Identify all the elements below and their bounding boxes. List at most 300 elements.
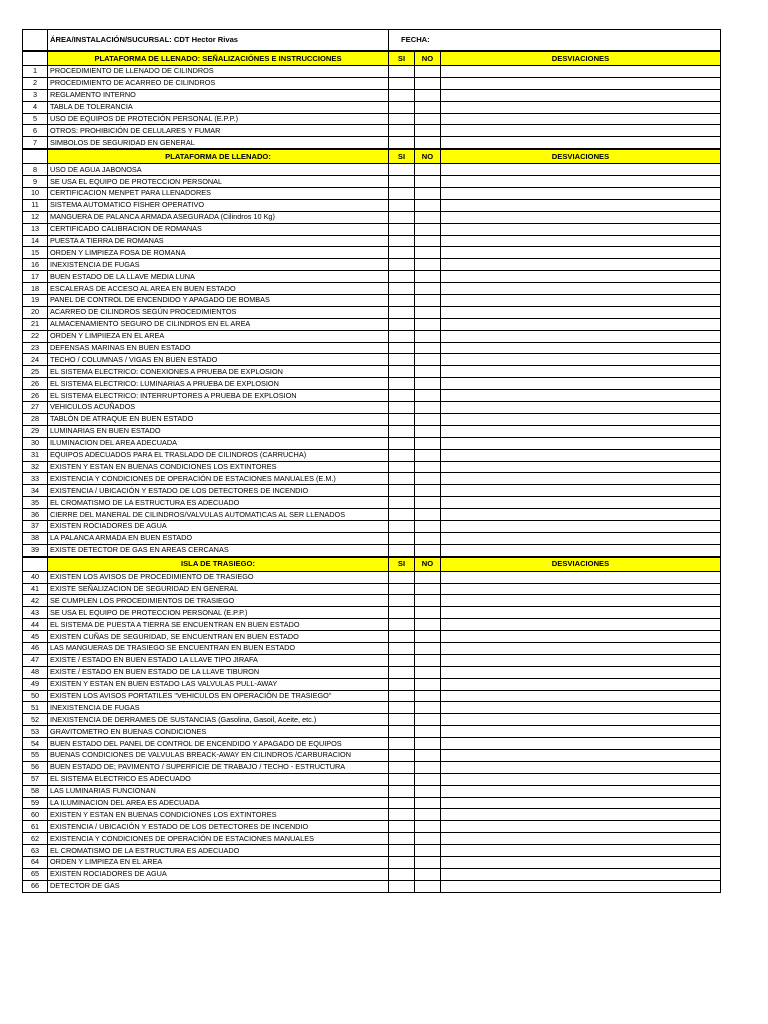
- si-checkbox-cell[interactable]: [389, 785, 415, 797]
- no-checkbox-cell[interactable]: [415, 437, 441, 449]
- deviation-notes-cell[interactable]: [441, 833, 721, 845]
- item-description: EXISTEN Y ESTAN EN BUENAS CONDICIONES LOS EXTINTORES: [48, 809, 389, 821]
- deviation-notes-cell[interactable]: [441, 571, 721, 583]
- deviation-notes-cell[interactable]: [441, 77, 721, 89]
- checklist-row: [23, 497, 721, 509]
- si-checkbox-cell[interactable]: [389, 726, 415, 738]
- deviation-notes-cell[interactable]: [441, 702, 721, 714]
- item-description: EXISTE DETECTOR DE GAS EN AREAS CERCANAS: [48, 544, 389, 556]
- item-number: 45: [23, 631, 48, 643]
- no-checkbox-cell[interactable]: [415, 642, 441, 654]
- checklist-row: [23, 283, 721, 295]
- deviation-notes-cell[interactable]: [441, 295, 721, 307]
- si-checkbox-cell[interactable]: [389, 619, 415, 631]
- deviation-notes-cell[interactable]: [441, 449, 721, 461]
- checklist-row: [23, 666, 721, 678]
- deviation-notes-cell[interactable]: [441, 726, 721, 738]
- no-checkbox-cell[interactable]: [415, 520, 441, 532]
- si-checkbox-cell[interactable]: [389, 749, 415, 761]
- deviation-notes-cell[interactable]: [441, 532, 721, 544]
- item-number: 27: [23, 402, 48, 414]
- deviation-notes-cell[interactable]: [441, 137, 721, 149]
- deviation-notes-cell[interactable]: [441, 342, 721, 354]
- si-checkbox-cell[interactable]: [389, 101, 415, 113]
- si-checkbox-cell[interactable]: [389, 318, 415, 330]
- deviation-notes-cell[interactable]: [441, 366, 721, 378]
- no-checkbox-cell[interactable]: [415, 89, 441, 101]
- deviation-notes-cell[interactable]: [441, 283, 721, 295]
- si-checkbox-cell[interactable]: [389, 642, 415, 654]
- item-description: CERTIFICADO CALIBRACION DE ROMANAS: [48, 223, 389, 235]
- si-checkbox-cell[interactable]: [389, 702, 415, 714]
- si-checkbox-cell[interactable]: [389, 89, 415, 101]
- si-checkbox-cell[interactable]: [389, 761, 415, 773]
- si-checkbox-cell[interactable]: [389, 532, 415, 544]
- deviation-notes-cell[interactable]: [441, 247, 721, 259]
- item-number: 10: [23, 188, 48, 200]
- si-checkbox-cell[interactable]: [389, 283, 415, 295]
- item-number: 26: [23, 378, 48, 390]
- item-number: 66: [23, 880, 48, 892]
- si-checkbox-cell[interactable]: [389, 113, 415, 125]
- deviation-notes-cell[interactable]: [441, 437, 721, 449]
- deviation-notes-cell[interactable]: [441, 773, 721, 785]
- no-checkbox-cell[interactable]: [415, 77, 441, 89]
- deviation-notes-cell[interactable]: [441, 821, 721, 833]
- deviation-notes-cell[interactable]: [441, 738, 721, 750]
- no-checkbox-cell[interactable]: [415, 318, 441, 330]
- si-checkbox-cell[interactable]: [389, 342, 415, 354]
- no-checkbox-cell[interactable]: [415, 330, 441, 342]
- checklist-row: [23, 714, 721, 726]
- item-number: 12: [23, 211, 48, 223]
- checklist-row: [23, 809, 721, 821]
- checklist-row: [23, 868, 721, 880]
- checklist-row: [23, 378, 721, 390]
- si-checkbox-cell[interactable]: [389, 509, 415, 521]
- si-checkbox-cell[interactable]: [389, 77, 415, 89]
- deviation-notes-cell[interactable]: [441, 666, 721, 678]
- si-checkbox-cell[interactable]: [389, 833, 415, 845]
- deviation-notes-cell[interactable]: [441, 402, 721, 414]
- item-description: PROCEDIMIENTO DE LLENADO DE CILINDROS: [48, 66, 389, 78]
- si-checkbox-cell[interactable]: [389, 654, 415, 666]
- no-checkbox-cell[interactable]: [415, 366, 441, 378]
- item-number: 52: [23, 714, 48, 726]
- deviation-notes-cell[interactable]: [441, 318, 721, 330]
- si-checkbox-cell[interactable]: [389, 821, 415, 833]
- deviation-notes-cell[interactable]: [441, 809, 721, 821]
- si-checkbox-cell[interactable]: [389, 235, 415, 247]
- section-header-row: [23, 51, 721, 66]
- checklist-row: [23, 235, 721, 247]
- checklist-table: [22, 29, 721, 893]
- no-checkbox-cell[interactable]: [415, 773, 441, 785]
- item-number: 64: [23, 857, 48, 869]
- si-checkbox-cell[interactable]: [389, 390, 415, 402]
- item-description: DETECTOR DE GAS: [48, 880, 389, 892]
- si-checkbox-cell[interactable]: [389, 631, 415, 643]
- no-checkbox-cell[interactable]: [415, 101, 441, 113]
- no-checkbox-cell[interactable]: [415, 354, 441, 366]
- no-checkbox-cell[interactable]: [415, 607, 441, 619]
- deviation-notes-cell[interactable]: [441, 880, 721, 892]
- item-number: 43: [23, 607, 48, 619]
- si-checkbox-cell[interactable]: [389, 137, 415, 149]
- checklist-row: [23, 342, 721, 354]
- no-checkbox-cell[interactable]: [415, 295, 441, 307]
- deviation-notes-cell[interactable]: [441, 714, 721, 726]
- no-checkbox-cell[interactable]: [415, 283, 441, 295]
- item-description: EXISTEN Y ESTAN EN BUENAS CONDICIONES LOS EXTINTORES: [48, 461, 389, 473]
- checklist-row: [23, 271, 721, 283]
- item-description: PROCEDIMIENTO DE ACARREO DE CILINDROS: [48, 77, 389, 89]
- checklist-row: [23, 318, 721, 330]
- deviation-notes-cell[interactable]: [441, 857, 721, 869]
- deviation-notes-cell[interactable]: [441, 595, 721, 607]
- no-checkbox-cell[interactable]: [415, 461, 441, 473]
- deviation-notes-cell[interactable]: [441, 223, 721, 235]
- item-description: USO DE AGUA JABONOSA: [48, 164, 389, 176]
- no-checkbox-cell[interactable]: [415, 497, 441, 509]
- item-description: EQUIPOS ADECUADOS PARA EL TRASLADO DE CILINDROS (CARRUCHA): [48, 449, 389, 461]
- si-column-header: SI: [389, 51, 415, 66]
- checklist-row: [23, 425, 721, 437]
- item-description: EL CROMATISMO DE LA ESTRUCTURA ES ADECUADO: [48, 845, 389, 857]
- no-checkbox-cell[interactable]: [415, 619, 441, 631]
- no-checkbox-cell[interactable]: [415, 544, 441, 556]
- deviation-notes-cell[interactable]: [441, 690, 721, 702]
- deviation-notes-cell[interactable]: [441, 425, 721, 437]
- checklist-row: [23, 101, 721, 113]
- no-checkbox-cell[interactable]: [415, 654, 441, 666]
- deviation-notes-cell[interactable]: [441, 125, 721, 137]
- si-checkbox-cell[interactable]: [389, 666, 415, 678]
- checklist-row: [23, 880, 721, 892]
- deviation-notes-cell[interactable]: [441, 642, 721, 654]
- checklist-row: [23, 164, 721, 176]
- item-description: ORDEN Y LIMPIIEZA EN EL AREA: [48, 330, 389, 342]
- deviation-notes-cell[interactable]: [441, 306, 721, 318]
- item-description: EXISTE / ESTADO EN BUEN ESTADO LA LLAVE TIPO JIRAFA: [48, 654, 389, 666]
- no-checkbox-cell[interactable]: [415, 137, 441, 149]
- item-description: INEXISTENCIA DE DERRAMES DE SUSTANCIAS (Gasolina, Gasoil, Aceite, etc.): [48, 714, 389, 726]
- item-number: 21: [23, 318, 48, 330]
- no-checkbox-cell[interactable]: [415, 845, 441, 857]
- si-checkbox-cell[interactable]: [389, 497, 415, 509]
- deviation-notes-cell[interactable]: [441, 473, 721, 485]
- si-column-header: SI: [389, 149, 415, 164]
- deviation-notes-cell[interactable]: [441, 497, 721, 509]
- no-checkbox-cell[interactable]: [415, 271, 441, 283]
- no-checkbox-cell[interactable]: [415, 833, 441, 845]
- deviation-notes-cell[interactable]: [441, 101, 721, 113]
- si-checkbox-cell[interactable]: [389, 306, 415, 318]
- item-number: 65: [23, 868, 48, 880]
- si-checkbox-cell[interactable]: [389, 571, 415, 583]
- si-checkbox-cell[interactable]: [389, 738, 415, 750]
- checklist-row: [23, 113, 721, 125]
- si-checkbox-cell[interactable]: [389, 259, 415, 271]
- deviation-notes-cell[interactable]: [441, 113, 721, 125]
- si-checkbox-cell[interactable]: [389, 199, 415, 211]
- deviation-notes-cell[interactable]: [441, 749, 721, 761]
- no-column-header: NO: [415, 51, 441, 66]
- deviation-notes-cell[interactable]: [441, 211, 721, 223]
- deviation-notes-cell[interactable]: [441, 354, 721, 366]
- si-checkbox-cell[interactable]: [389, 607, 415, 619]
- no-checkbox-cell[interactable]: [415, 726, 441, 738]
- si-checkbox-cell[interactable]: [389, 714, 415, 726]
- deviation-notes-cell[interactable]: [441, 378, 721, 390]
- deviation-notes-cell[interactable]: [441, 330, 721, 342]
- checklist-row: [23, 583, 721, 595]
- si-checkbox-cell[interactable]: [389, 188, 415, 200]
- item-number: 34: [23, 485, 48, 497]
- item-description: ILUMINACION DEL AREA ADECUADA: [48, 437, 389, 449]
- si-checkbox-cell[interactable]: [389, 425, 415, 437]
- no-checkbox-cell[interactable]: [415, 306, 441, 318]
- deviation-notes-cell[interactable]: [441, 544, 721, 556]
- si-checkbox-cell[interactable]: [389, 544, 415, 556]
- item-number: 46: [23, 642, 48, 654]
- no-checkbox-cell[interactable]: [415, 66, 441, 78]
- no-checkbox-cell[interactable]: [415, 425, 441, 437]
- checklist-row: [23, 449, 721, 461]
- checklist-row: [23, 66, 721, 78]
- deviation-notes-cell[interactable]: [441, 761, 721, 773]
- no-checkbox-cell[interactable]: [415, 714, 441, 726]
- deviation-notes-cell[interactable]: [441, 868, 721, 880]
- deviation-notes-cell[interactable]: [441, 520, 721, 532]
- si-checkbox-cell[interactable]: [389, 520, 415, 532]
- no-checkbox-cell[interactable]: [415, 247, 441, 259]
- deviation-notes-cell[interactable]: [441, 164, 721, 176]
- deviation-notes-cell[interactable]: [441, 485, 721, 497]
- checklist-row: [23, 532, 721, 544]
- no-checkbox-cell[interactable]: [415, 880, 441, 892]
- no-checkbox-cell[interactable]: [415, 749, 441, 761]
- deviation-notes-cell[interactable]: [441, 631, 721, 643]
- si-checkbox-cell[interactable]: [389, 583, 415, 595]
- deviation-notes-cell[interactable]: [441, 271, 721, 283]
- no-checkbox-cell[interactable]: [415, 223, 441, 235]
- no-checkbox-cell[interactable]: [415, 532, 441, 544]
- no-checkbox-cell[interactable]: [415, 678, 441, 690]
- si-checkbox-cell[interactable]: [389, 413, 415, 425]
- deviation-notes-cell[interactable]: [441, 259, 721, 271]
- item-number: 15: [23, 247, 48, 259]
- si-checkbox-cell[interactable]: [389, 66, 415, 78]
- deviation-notes-cell[interactable]: [441, 188, 721, 200]
- no-checkbox-cell[interactable]: [415, 473, 441, 485]
- no-checkbox-cell[interactable]: [415, 378, 441, 390]
- item-description: EXISTEN LOS AVISOS DE PROCEDIMIENTO DE TRASIEGO: [48, 571, 389, 583]
- item-number: 48: [23, 666, 48, 678]
- no-checkbox-cell[interactable]: [415, 485, 441, 497]
- no-checkbox-cell[interactable]: [415, 176, 441, 188]
- inspection-checklist-sheet: [22, 29, 720, 893]
- no-checkbox-cell[interactable]: [415, 199, 441, 211]
- item-number: 25: [23, 366, 48, 378]
- item-number: 57: [23, 773, 48, 785]
- checklist-row: [23, 259, 721, 271]
- si-checkbox-cell[interactable]: [389, 797, 415, 809]
- item-number: 28: [23, 413, 48, 425]
- item-description: SISTEMA AUTOMATICO FISHER OPERATIVO: [48, 199, 389, 211]
- no-checkbox-cell[interactable]: [415, 785, 441, 797]
- no-checkbox-cell[interactable]: [415, 761, 441, 773]
- no-checkbox-cell[interactable]: [415, 188, 441, 200]
- deviation-notes-cell[interactable]: [441, 607, 721, 619]
- no-checkbox-cell[interactable]: [415, 797, 441, 809]
- checklist-row: [23, 785, 721, 797]
- si-checkbox-cell[interactable]: [389, 437, 415, 449]
- deviation-notes-cell[interactable]: [441, 654, 721, 666]
- si-checkbox-cell[interactable]: [389, 164, 415, 176]
- no-checkbox-cell[interactable]: [415, 413, 441, 425]
- no-checkbox-cell[interactable]: [415, 164, 441, 176]
- no-checkbox-cell[interactable]: [415, 809, 441, 821]
- deviation-notes-cell[interactable]: [441, 199, 721, 211]
- deviation-notes-cell[interactable]: [441, 583, 721, 595]
- si-checkbox-cell[interactable]: [389, 461, 415, 473]
- no-checkbox-cell[interactable]: [415, 509, 441, 521]
- no-checkbox-cell[interactable]: [415, 583, 441, 595]
- checklist-row: [23, 761, 721, 773]
- item-description: BUEN ESTADO DE LA LLAVE MEDIA LUNA: [48, 271, 389, 283]
- no-checkbox-cell[interactable]: [415, 868, 441, 880]
- si-checkbox-cell[interactable]: [389, 809, 415, 821]
- checklist-row: [23, 821, 721, 833]
- item-number: 60: [23, 809, 48, 821]
- item-number: 54: [23, 738, 48, 750]
- no-checkbox-cell[interactable]: [415, 342, 441, 354]
- no-checkbox-cell[interactable]: [415, 595, 441, 607]
- checklist-row: [23, 544, 721, 556]
- checklist-row: [23, 461, 721, 473]
- item-description: EXISTEN LOS AVISOS PORTATILES "VEHICULOS EN OPERACIÓN DE TRASIEGO": [48, 690, 389, 702]
- si-checkbox-cell[interactable]: [389, 485, 415, 497]
- si-checkbox-cell[interactable]: [389, 845, 415, 857]
- no-checkbox-cell[interactable]: [415, 857, 441, 869]
- deviation-notes-cell[interactable]: [441, 785, 721, 797]
- item-number: 8: [23, 164, 48, 176]
- item-number: 40: [23, 571, 48, 583]
- checklist-row: [23, 631, 721, 643]
- header-blank-cell: [23, 30, 48, 52]
- checklist-row: [23, 797, 721, 809]
- si-checkbox-cell[interactable]: [389, 125, 415, 137]
- deviation-notes-cell[interactable]: [441, 66, 721, 78]
- no-checkbox-cell[interactable]: [415, 821, 441, 833]
- item-number: 18: [23, 283, 48, 295]
- si-checkbox-cell[interactable]: [389, 595, 415, 607]
- si-checkbox-cell[interactable]: [389, 295, 415, 307]
- si-checkbox-cell[interactable]: [389, 330, 415, 342]
- si-checkbox-cell[interactable]: [389, 247, 415, 259]
- no-checkbox-cell[interactable]: [415, 690, 441, 702]
- si-checkbox-cell[interactable]: [389, 354, 415, 366]
- si-checkbox-cell[interactable]: [389, 449, 415, 461]
- si-checkbox-cell[interactable]: [389, 857, 415, 869]
- deviation-notes-cell[interactable]: [441, 678, 721, 690]
- deviation-notes-cell[interactable]: [441, 413, 721, 425]
- si-checkbox-cell[interactable]: [389, 176, 415, 188]
- no-checkbox-cell[interactable]: [415, 125, 441, 137]
- no-checkbox-cell[interactable]: [415, 571, 441, 583]
- item-number: 1: [23, 66, 48, 78]
- no-checkbox-cell[interactable]: [415, 702, 441, 714]
- si-checkbox-cell[interactable]: [389, 271, 415, 283]
- checklist-row: [23, 354, 721, 366]
- checklist-row: [23, 402, 721, 414]
- no-checkbox-cell[interactable]: [415, 259, 441, 271]
- item-number: 29: [23, 425, 48, 437]
- no-checkbox-cell[interactable]: [415, 631, 441, 643]
- checklist-row: [23, 571, 721, 583]
- item-number: 7: [23, 137, 48, 149]
- deviation-notes-cell[interactable]: [441, 461, 721, 473]
- item-description: TECHO / COLUMNAS / VIGAS EN BUEN ESTADO: [48, 354, 389, 366]
- item-number: 17: [23, 271, 48, 283]
- no-checkbox-cell[interactable]: [415, 402, 441, 414]
- si-checkbox-cell[interactable]: [389, 402, 415, 414]
- no-checkbox-cell[interactable]: [415, 449, 441, 461]
- item-description: VEHICULOS ACUÑADOS: [48, 402, 389, 414]
- deviation-notes-cell[interactable]: [441, 235, 721, 247]
- si-checkbox-cell[interactable]: [389, 678, 415, 690]
- checklist-row: [23, 199, 721, 211]
- deviation-notes-cell[interactable]: [441, 390, 721, 402]
- no-checkbox-cell[interactable]: [415, 113, 441, 125]
- si-checkbox-cell[interactable]: [389, 211, 415, 223]
- section-title: PLATAFORMA DE LLENADO:: [48, 149, 389, 164]
- item-description: EL SISTEMA ELECTRICO ES ADECUADO: [48, 773, 389, 785]
- item-description: BUEN ESTADO DEL PANEL DE CONTROL DE ENCENDIDO Y APAGADO DE EQUIPOS: [48, 738, 389, 750]
- si-checkbox-cell[interactable]: [389, 880, 415, 892]
- no-checkbox-cell[interactable]: [415, 390, 441, 402]
- checklist-row: [23, 690, 721, 702]
- si-checkbox-cell[interactable]: [389, 223, 415, 235]
- no-checkbox-cell[interactable]: [415, 211, 441, 223]
- deviation-notes-cell[interactable]: [441, 619, 721, 631]
- deviation-notes-cell[interactable]: [441, 509, 721, 521]
- no-checkbox-cell[interactable]: [415, 666, 441, 678]
- si-checkbox-cell[interactable]: [389, 473, 415, 485]
- checklist-row: [23, 642, 721, 654]
- section-header-row: [23, 557, 721, 572]
- item-description: EL SISTEMA ELECTRICO: CONEXIONES A PRUEBA DE EXPLOSION: [48, 366, 389, 378]
- si-checkbox-cell[interactable]: [389, 690, 415, 702]
- checklist-row: [23, 607, 721, 619]
- si-checkbox-cell[interactable]: [389, 366, 415, 378]
- item-description: EXISTENCIA / UBICACIÓN Y ESTADO DE LOS DETECTORES DE INCENDIO: [48, 821, 389, 833]
- no-checkbox-cell[interactable]: [415, 738, 441, 750]
- si-checkbox-cell[interactable]: [389, 378, 415, 390]
- item-description: ALMACENAMIENTO SEGURO DE CILINDROS EN EL AREA: [48, 318, 389, 330]
- si-checkbox-cell[interactable]: [389, 868, 415, 880]
- item-number: 19: [23, 295, 48, 307]
- deviation-notes-cell[interactable]: [441, 89, 721, 101]
- no-checkbox-cell[interactable]: [415, 235, 441, 247]
- si-checkbox-cell[interactable]: [389, 773, 415, 785]
- no-column-header: NO: [415, 149, 441, 164]
- deviation-notes-cell[interactable]: [441, 176, 721, 188]
- checklist-row: [23, 295, 721, 307]
- deviation-notes-cell[interactable]: [441, 845, 721, 857]
- deviation-notes-cell[interactable]: [441, 797, 721, 809]
